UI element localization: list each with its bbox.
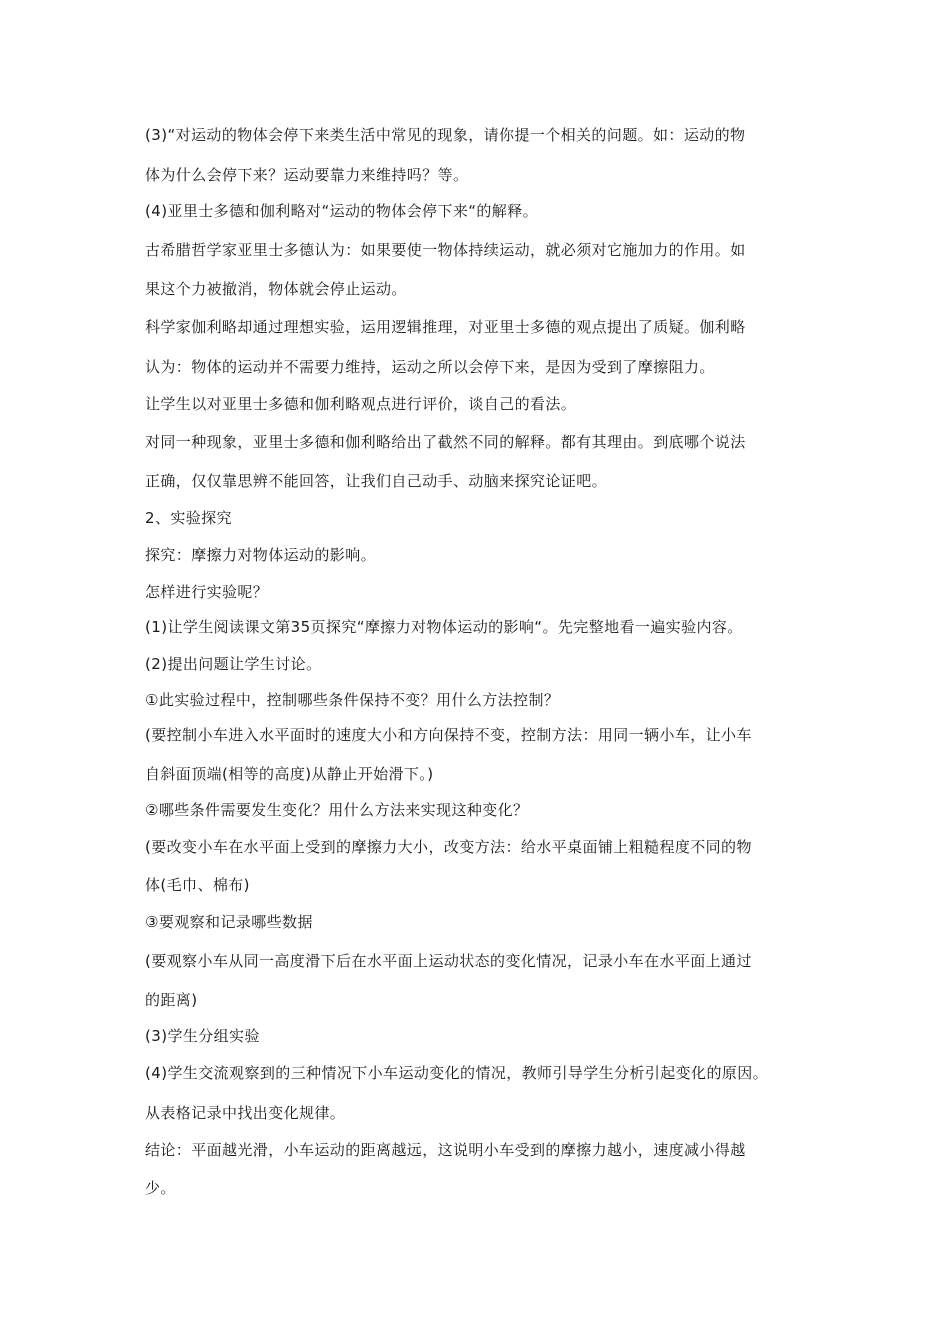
text-line: 少。 bbox=[145, 1179, 176, 1197]
section-heading: 2、实验探究 bbox=[145, 509, 232, 527]
text-line: 探究：摩擦力对物体运动的影响。 bbox=[145, 546, 377, 564]
text-line: 体为什么会停下来？运动要靠力来维持吗？等。 bbox=[145, 166, 469, 184]
text-line: 古希腊哲学家亚里士多德认为：如果要使一物体持续运动，就必须对它施加力的作用。如 bbox=[145, 241, 746, 259]
text-line: 正确，仅仅靠思辨不能回答，让我们自己动手、动脑来探究论证吧。 bbox=[145, 472, 608, 490]
text-line: 体(毛巾、棉布) bbox=[145, 876, 250, 894]
text-line: (3)学生分组实验 bbox=[145, 1027, 260, 1045]
text-line: 自斜面顶端(相等的高度)从静止开始滑下。) bbox=[145, 765, 434, 783]
text-line: (4)亚里士多德和伽利略对“运动的物体会停下来“的解释。 bbox=[145, 202, 538, 220]
text-line: (1)让学生阅读课文第35页探究“摩擦力对物体运动的影响“。先完整地看一遍实验内容。 bbox=[145, 618, 743, 636]
text-line: ③要观察和记录哪些数据 bbox=[145, 913, 313, 931]
text-line: 对同一种现象，亚里士多德和伽利略给出了截然不同的解释。都有其理由。到底哪个说法 bbox=[145, 433, 746, 451]
text-line: (4)学生交流观察到的三种情况下小车运动变化的情况，教师引导学生分析引起变化的原因。 bbox=[145, 1064, 769, 1082]
text-line: 结论：平面越光滑，小车运动的距离越远，这说明小车受到的摩擦力越小，速度减小得越 bbox=[145, 1141, 746, 1159]
text-line: 的距离) bbox=[145, 991, 198, 1009]
text-line: ①此实验过程中，控制哪些条件保持不变？用什么方法控制？ bbox=[145, 691, 560, 709]
text-line: (要观察小车从同一高度滑下后在水平面上运动状态的变化情况，记录小车在水平面上通过 bbox=[145, 952, 752, 970]
text-line: (要改变小车在水平面上受到的摩擦力大小，改变方法：给水平桌面铺上粗糙程度不同的物 bbox=[145, 838, 752, 856]
text-line: (要控制小车进入水平面时的速度大小和方向保持不变，控制方法：用同一辆小车，让小车 bbox=[145, 726, 752, 744]
text-line: 从表格记录中找出变化规律。 bbox=[145, 1104, 346, 1122]
text-line: 认为：物体的运动并不需要力维持，运动之所以会停下来，是因为受到了摩擦阻力。 bbox=[145, 358, 715, 376]
text-line: 果这个力被撤消，物体就会停止运动。 bbox=[145, 280, 407, 298]
text-line: ②哪些条件需要发生变化？用什么方法来实现这种变化？ bbox=[145, 801, 529, 819]
text-line: 怎样进行实验呢？ bbox=[145, 583, 269, 601]
text-line: 让学生以对亚里士多德和伽利略观点进行评价，谈自己的看法。 bbox=[145, 395, 577, 413]
text-line: (3)“对运动的物体会停下来类生活中常见的现象，请你提一个相关的问题。如：运动的物 bbox=[145, 126, 746, 144]
text-line: (2)提出问题让学生讨论。 bbox=[145, 655, 322, 673]
text-line: 科学家伽利略却通过理想实验，运用逻辑推理，对亚里士多德的观点提出了质疑。伽利略 bbox=[145, 318, 746, 336]
